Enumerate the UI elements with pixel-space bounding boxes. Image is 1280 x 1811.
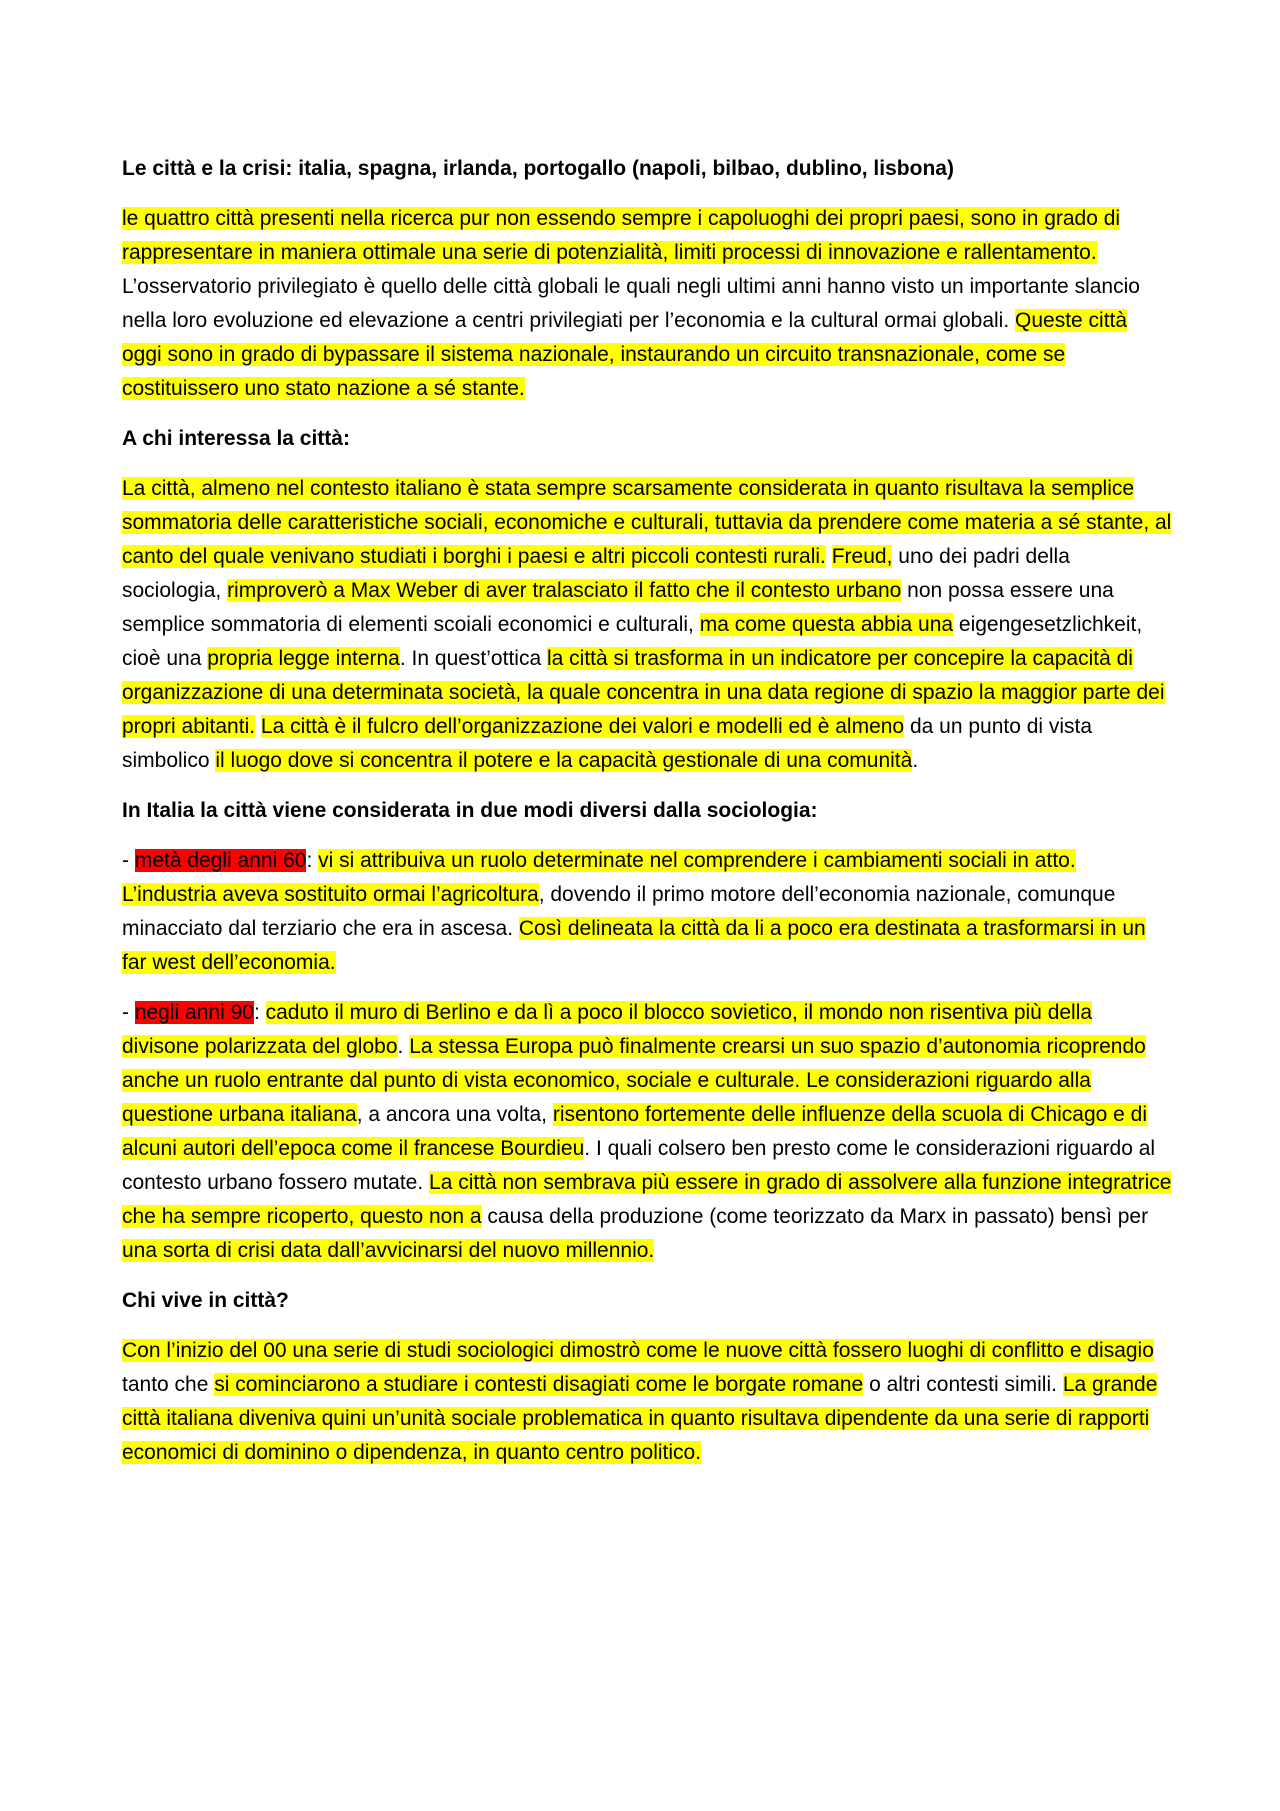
paragraph bbox=[122, 996, 1172, 1268]
highlighted-text: il luogo dove si concentra il potere e la capacità gestionale di una comunità bbox=[215, 749, 913, 772]
highlighted-text: La città è il fulcro dell’organizzazione dei valori e modelli ed è almeno bbox=[260, 715, 905, 738]
highlighted-text: Con l’inizio del 00 una serie di studi sociologici dimostrò come le nuove città fossero luoghi di conflitto e disagio bbox=[122, 1339, 1154, 1362]
highlighted-text: una sorta di crisi data dall’avvicinarsi del nuovo millennio. bbox=[122, 1239, 655, 1262]
text-run: - bbox=[122, 849, 135, 872]
text-run: causa della produzione (come teorizzato da Marx in passato) bensì per bbox=[481, 1205, 1149, 1228]
paragraph bbox=[122, 472, 1172, 778]
highlighted-text: risentono fortemente delle influenze della scuola di Chicago e di alcuni autori dell’epoca come il francese Bourdieu bbox=[122, 1103, 1148, 1160]
highlighted-text: La grande città italiana diveniva quini un’unità sociale problematica in quanto risultava dipendente da una serie di rapporti economici di dominino o dipendenza, in quanto centro politico. bbox=[122, 1373, 1158, 1464]
highlighted-text: caduto il muro di Berlino e da lì a poco il blocco sovietico, il mondo non risentiva più della divisone polarizzata del globo bbox=[122, 1001, 1093, 1058]
text-run: o altri contesti simili. bbox=[863, 1373, 1063, 1396]
section-heading: A chi interessa la città: bbox=[122, 427, 350, 450]
text-run: : bbox=[306, 849, 319, 872]
paragraph bbox=[122, 844, 1172, 980]
highlighted-text: ma come questa abbia una bbox=[699, 613, 954, 636]
highlighted-text: Queste città oggi sono in grado di bypassare il sistema nazionale, instaurando un circuito transnazionale, come se costituissero uno stato nazione a sé stante. bbox=[122, 309, 1128, 400]
document-page bbox=[122, 152, 1172, 1486]
text-run: , a ancora una volta, bbox=[356, 1103, 553, 1126]
highlighted-text: le quattro città presenti nella ricerca pur non essendo sempre i capoluoghi dei propri paesi, sono in grado di rappresentare in maniera ottimale una serie di potenzialità, limiti processi di innovazione e rallentamento. bbox=[122, 207, 1121, 264]
section-heading: Le città e la crisi: italia, spagna, irlanda, portogallo (napoli, bilbao, dublino, lisbona) bbox=[122, 157, 954, 180]
text-run: , dovendo il primo motore dell’economia nazionale, comunque minacciato dal terziario che era in ascesa. bbox=[122, 883, 1116, 940]
section-heading: Chi vive in città? bbox=[122, 1289, 289, 1312]
red-highlighted-text: metà degli anni 60 bbox=[134, 849, 307, 872]
text-run: eigengesetzlichkeit, cioè una bbox=[122, 613, 1143, 670]
text-run: da un punto di vista simbolico bbox=[122, 715, 1093, 772]
text-run: non possa essere una semplice sommatoria di elementi scoiali economici e culturali, bbox=[122, 579, 1114, 636]
text-run: L’osservatorio privilegiato è quello delle città globali le quali negli ultimi anni hanno visto un importante slancio nella loro evoluzione ed elevazione a centri privilegiati per l’economia e la cultural ormai globali. bbox=[122, 275, 1140, 332]
text-run: - bbox=[122, 1001, 135, 1024]
highlighted-text: rimproverò a Max Weber di aver tralasciato il fatto che il contesto urbano bbox=[227, 579, 902, 602]
paragraph bbox=[122, 1334, 1172, 1470]
text-run: uno dei padri della sociologia, bbox=[122, 545, 1070, 602]
highlighted-text: La stessa Europa può finalmente crearsi un suo spazio d’autonomia ricoprendo anche un ruolo entrante dal punto di vista economico, sociale e culturale. Le considerazioni riguardo alla questione urbana italiana bbox=[122, 1035, 1146, 1126]
highlighted-text: propria legge interna bbox=[207, 647, 400, 670]
text-run: . bbox=[912, 749, 919, 772]
highlighted-text: vi si attribuiva un ruolo determinate nel comprendere i cambiamenti sociali in atto. L’industria aveva sostituito ormai l’agricoltura bbox=[122, 849, 1076, 906]
text-run: . bbox=[397, 1035, 410, 1058]
highlighted-text: La città non sembrava più essere in grado di assolvere alla funzione integratrice che ha sempre ricoperto, questo non a bbox=[122, 1171, 1172, 1228]
highlighted-text: La città, almeno nel contesto italiano è stata sempre scarsamente considerata in quanto risultava la semplice sommatoria delle caratteristiche sociali, economiche e culturali, tuttavia da prendere come materia a sé stante, al canto del quale venivano studiati i borghi i paesi e altri piccoli contesti rurali. bbox=[122, 477, 1172, 568]
highlighted-text: Freud, bbox=[831, 545, 893, 568]
highlighted-text: si cominciarono a studiare i contesti disagiati come le borgate romane bbox=[214, 1373, 864, 1396]
text-run: . In quest’ottica bbox=[399, 647, 547, 670]
highlighted-text: Così delineata la città da li a poco era destinata a trasformarsi in un far west dell’economia. bbox=[122, 917, 1146, 974]
highlighted-text: la città si trasforma in un indicatore per concepire la capacità di organizzazione di una determinata società, la quale concentra in una data regione di spazio la maggior parte dei propri abitanti. bbox=[122, 647, 1165, 738]
text-run: tanto che bbox=[122, 1373, 215, 1396]
red-highlighted-text: negli anni 90 bbox=[134, 1001, 254, 1024]
paragraph bbox=[122, 202, 1172, 406]
text-run: . I quali colsero ben presto come le considerazioni riguardo al contesto urbano fossero mutate. bbox=[122, 1137, 1156, 1194]
text-run bbox=[826, 545, 832, 568]
text-run: : bbox=[253, 1001, 266, 1024]
section-heading: In Italia la città viene considerata in due modi diversi dalla sociologia: bbox=[122, 799, 818, 822]
